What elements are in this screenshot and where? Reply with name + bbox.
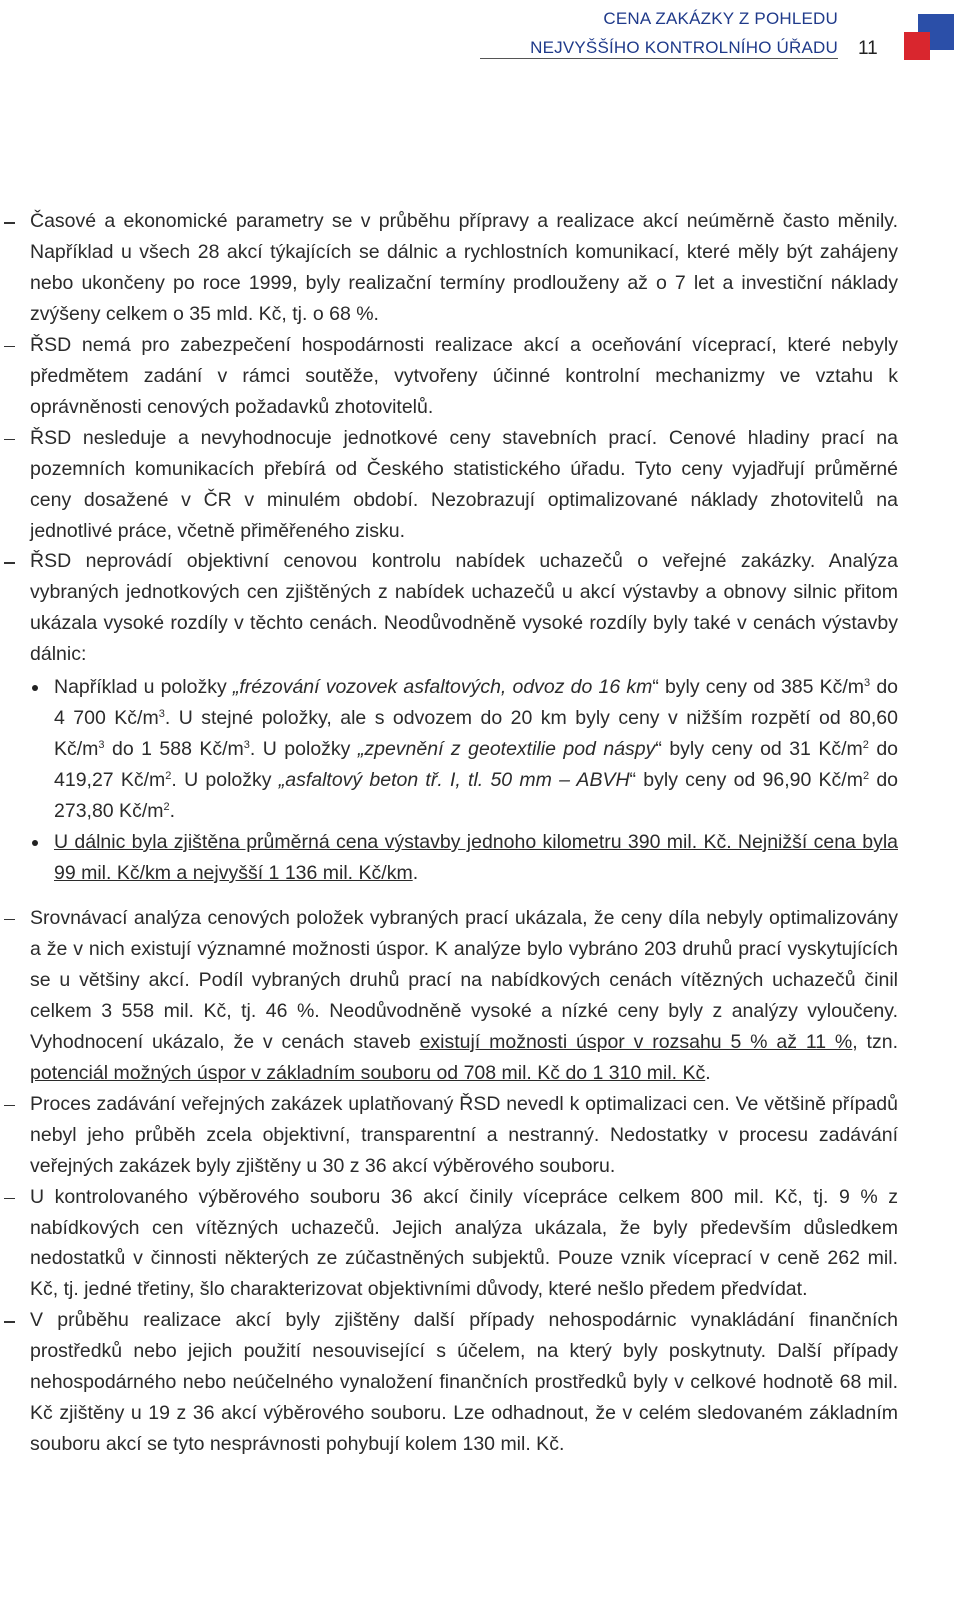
item-text: V průběhu realizace akcí byly zjištěny další případy nehospodárnic vynakládání finančních prostředků nebo jejich použití nesouvisející s účelem, na který byly poskytnuty. Další případy nehospodárného nebo neúčelného vynaložení finančních prostředků byly v celkové hodnotě 68 mil. Kč zjištěny u 19 z 36 akcí výběrového souboru. Lze odhadnout, že v celém sledovaném základním souboru akcí se tyto nesprávnosti pohybují kolem 130 mil. Kč. [30,1309,898,1456]
bullet-item [30,672,898,827]
item-text: ŘSD nesleduje a nevyhodnocuje jednotkové ceny stavebních prací. Cenové hladiny prací na pozemních komunikacích přebírá od Českého statistického úřadu. Tyto ceny vyjadřují průměrné ceny dosažené v ČR v minulém období. Nezobrazují optimalizované náklady zhotovitelů na jednotlivé práce, včetně přiměřeného zisku. [30,426,898,542]
item-text: Časové a ekonomické parametry se v průběhu přípravy a realizace akcí neúměrně často měnily. Například u všech 28 akcí týkajících se dálnic a rychlostních komunikací, které měly být zahájeny nebo ukončeny po roce 1999, byly realizační termíny prodlouženy až o 7 let a investiční náklady zvýšeny celkem o 35 mld. Kč, tj. o 68 %. [30,210,898,325]
bullet-item [30,827,898,889]
running-header [480,4,838,62]
header-line-1: CENA ZAKÁZKY Z POHLEDU [603,9,838,28]
bullet-text: Například u položky „frézování vozovek asfaltových, odvoz do 16 km“ byly ceny od 385 $Kč/m^3$ do 4 700 $Kč/m^3$. U stejné položky, ale s odvozem do 20 km byly ceny v nižším rozpětí od 80,60 $Kč/m^3$ do 1 588 $Kč/m^3$. U položky „zpevnění z geotextilie pod náspy“ byly ceny od 31 $Kč/m^2$ do 419,27 $Kč/m^2$. U položky „asfaltový beton tř. I, tl. 50 mm – ABVH“ byly ceny od 96,90 $Kč/m^2$ do 273,80 $Kč/m^2$. [54,676,899,823]
list-item [30,903,898,1089]
list-item [30,1305,898,1460]
item-text: Proces zadávání veřejných zakázek uplatňovaný ŘSD nevedl k optimalizaci cen. Ve většině případů nebyl jeho průběh zcela objektivní, transparentní a nestranný. Nedostatky v procesu zadávání veřejných zakázek byly zjištěny u 30 z 36 akcí výběrového souboru. [30,1092,898,1177]
list-item [30,1089,898,1182]
item-text: ŘSD nemá pro zabezpečení hospodárnosti realizace akcí a oceňování víceprací, které nebyly předmětem zadání v rámci soutěže, vytvořeny účinné kontrolní mechanizmy ve vztahu k oprávněnosti cenových požadavků zhotovitelů. [30,333,898,418]
list-item [30,206,898,330]
item-text: U kontrolovaného výběrového souboru 36 akcí činily vícepráce celkem 800 mil. Kč, tj. 9 % z nabídkových cen vítězných uchazečů. Jejich analýza ukázala, že byly především důsledkem nedostatků v činnosti některých ze zúčastněných subjektů. Pouze vznik víceprací v ceně 262 mil. Kč, tj. jedné třetiny, šlo charakterizovat objektivními důvody, které nešlo předem předvídat. [30,1185,898,1301]
logo-red-square [904,32,930,60]
bullet-marker [32,840,38,846]
list-item [30,330,898,423]
page-number: 11 [858,38,878,59]
list-item [30,1182,898,1306]
list-item [30,423,898,547]
nku-logo-icon [904,14,954,60]
bullet-text: U dálnic byla zjištěna průměrná cena výstavby jednoho kilometru 390 mil. Kč. Nejnižší cena byla 99 mil. Kč/km a nejvyšší 1 136 mil. Kč/km. [54,831,898,885]
findings-list [30,206,898,1460]
price-examples-list [30,672,898,889]
item-text: Srovnávací analýza cenových položek vybraných prací ukázala, že ceny díla nebyly optimalizovány a že v nich existují významné možnosti úspor. K analýze bylo vybráno 203 druhů prací vyskytujících se u většiny akcí. Podíl vybraných druhů prací na nabídkových cenách vítězných uchazečů činil celkem 3 558 mil. Kč, tj. 46 %. Neodůvodněně vysoké a nízké ceny byly z analýzy vyloučeny. Vyhodnocení ukázalo, že v cenách staveb existují možnosti úspor v rozsahu 5 % až 11 %, tzn. potenciál možných úspor v základním souboru od 708 mil. Kč do 1 310 mil. Kč. [30,906,898,1084]
list-item [30,546,898,902]
bullet-marker [32,685,38,691]
header-rule [480,58,838,59]
header-line-2: NEJVYŠŠÍHO KONTROLNÍHO ÚŘADU [530,38,838,57]
item-text: ŘSD neprovádí objektivní cenovou kontrolu nabídek uchazečů o veřejné zakázky. Analýza vybraných jednotkových cen zjištěných z nabídek uchazečů u akcí výstavby a obnovy silnic přitom ukázala vysoké rozdíly v těchto cenách. Neodůvodněně vysoké rozdíly byly také v cenách výstavby dálnic: [30,550,898,666]
